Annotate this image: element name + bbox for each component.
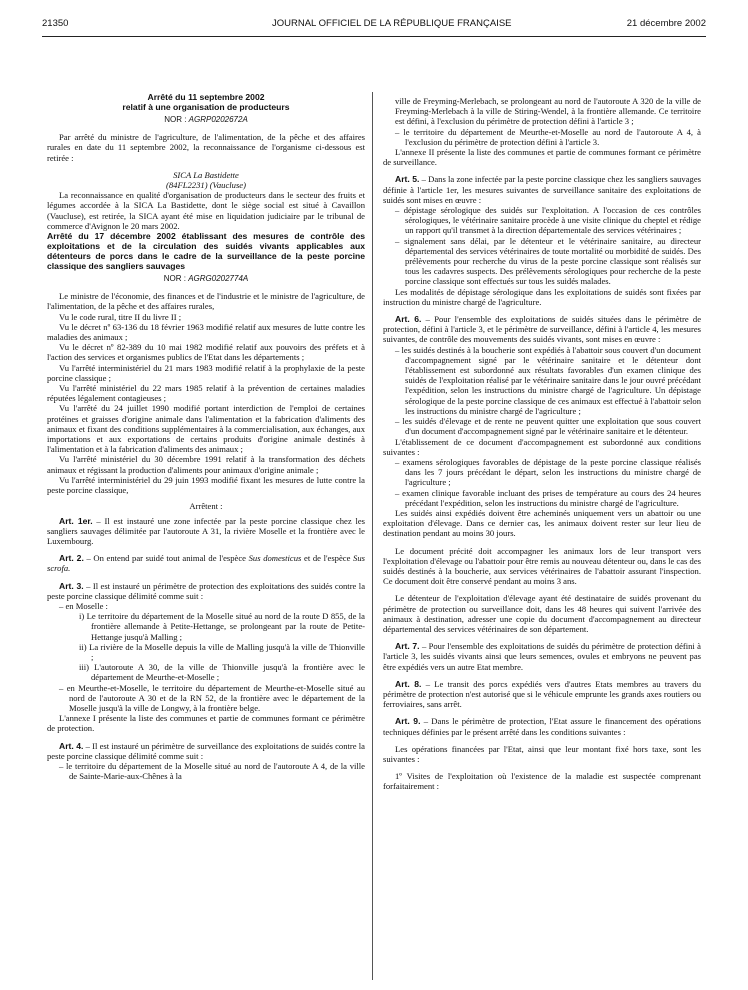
article-7: Art. 7. – Pour l'ensemble des exploitations de suidés du périmètre de protection défini à l'article 3, les suidés vivants ainsi que leurs semences, ovules et embryons ne peuvent pas être expédiés vers un autre Etat membre. [383, 641, 701, 672]
arrete1-title-line1: Arrêté du 11 septembre 2002 [147, 92, 265, 102]
sica-name: SICA La Bastidette [173, 169, 239, 180]
left-column [47, 92, 365, 781]
visa-2: Vu le code rural, titre II du livre II ; [59, 311, 182, 322]
column-divider [372, 92, 373, 980]
visa-6: Vu l'arrêté ministériel du 22 mars 1985 relatif à la prévention de certaines maladies réputées légalement contagieuses ; [47, 383, 365, 404]
arrete1-p2: La reconnaissance en qualité d'organisation de producteurs dans le secteur des fruits et légumes accordée à la SICA La Bastidette, dont le siège social est situé à Cavaillon (Vaucluse), est retirée, la SICA ayant été mise en liquidation judiciaire par le tribunal de commerce d'Avignon le 20 mars 2002. [47, 190, 365, 231]
visa-5: Vu l'arrêté interministériel du 21 mars 1983 modifié relatif à la prophylaxie de la peste porcine classique ; [47, 362, 365, 383]
right-column [383, 96, 701, 792]
page-number: 21350 [42, 18, 69, 29]
art6-item-4: – examen clinique favorable incluant des prises de température au cours des 24 heures précédant l'expédition, selon les instructions du ministre chargé de l'agriculture. [395, 487, 701, 508]
art3-moselle: – en Moselle : [59, 600, 108, 611]
art6-conditions: L'établissement de ce document d'accompagnement est subordonné aux conditions suivantes : [383, 436, 701, 457]
page-header [42, 18, 706, 32]
art4-moselle: – le territoire du département de la Moselle situé au nord de l'autoroute A 4, de la ville de Sainte-Marie-aux-Chênes à la [59, 760, 365, 782]
arretent: Arrêtent : [189, 501, 223, 512]
issue-date: 21 décembre 2002 [626, 18, 706, 29]
art9-item-1: 1º Visites de l'exploitation où l'existence de la maladie est suspectée comprenant forfaitairement : [383, 771, 701, 792]
art3-item-i: i) Le territoire du département de la Moselle situé au nord de la route D 855, de la frontière allemande à Petite-Hettange, se prolongeant par la route de Petite-Hettange jusqu'à Malling ; [79, 611, 365, 642]
arrete2-title: Arrêté du 17 décembre 2002 établissant des mesures de contrôle des exploitations et de la circulation des suidés vivants applicables aux détenteurs de porcs dans le cadre de la surveillance de la peste porcine classique des sangliers sauvages [47, 231, 365, 272]
article-1: Art. 1er. – Il est instauré une zone infectée par la peste porcine classique chez les sangliers sauvages délimitée par l'autoroute A 31, la rivière Moselle et la frontière avec le Luxembourg. [47, 515, 365, 546]
article-5: Art. 5. – Dans la zone infectée par la peste porcine classique chez les sangliers sauvages définie à l'article 1er, les mesures suivantes de surveillance sanitaire des exploitations de suidés sont mises en œuvre : [383, 174, 701, 205]
art3-meurthe: – en Meurthe-et-Moselle, le territoire du département de Meurthe-et-Moselle situé au nord de l'autoroute A 30 et de la RN 52, de la frontière avec le département de la Moselle jusqu'à la ville de Longwy, à la frontière belge. [59, 682, 365, 713]
art6-item-2: – les suidés d'élevage et de rente ne peuvent quitter une exploitation que sous couvert d'un document d'accompagnement signé par le vétérinaire sanitaire et le détenteur. [395, 416, 701, 437]
art4-annexe: L'annexe II présente la liste des communes et partie de communes formant ce périmètre de surveillance. [383, 147, 701, 168]
art6-para-r: Le document précité doit accompagner les animaux lors de leur transport vers l'exploitation d'élevage ou l'abattoir pour être remis au nouveau détenteur ou, dans le cas des suidés destinés à la boucherie, aux services vétérinaires de l'abattoir assurant l'inspection. Ce document doit être conservé pendant au moins 3 ans. [383, 545, 701, 587]
art6-item-1: – les suidés destinés à la boucherie sont expédiés à l'abattoir sous couvert d'un document d'accompagnement signé par le vétérinaire sanitaire et le détenteur dont l'établissement est subordonné aux résultats favorables d'un examen clinique des suidés de l'exploitation réalisé par le vétérinaire sanitaire dans le jour ouvré précédant l'expédition, selon les instructions du ministre chargé de l'agriculture. Un dépistage sérologique de la peste porcine classique de ces animaux est effectué à l'abattoir selon les instructions du ministre chargé de l'agriculture ; [395, 344, 701, 416]
art4-continuation: ville de Freyming-Merlebach, se prolongeant au nord de l'autoroute A 320 de la ville de Freyming-Merlebach à la ville de Stiring-Wendel, à la frontière allemande. Ce territoire est défini, à l'exclusion du périmètre de protection défini à l'article 3 ; [395, 96, 701, 127]
visa-4: Vu le décret nº 82-389 du 10 mai 1982 modifié relatif aux pouvoirs des préfets et à l'action des services et organismes publics de l'Etat dans les départements ; [47, 342, 365, 363]
arrete1-p1: Par arrêté du ministre de l'agriculture, de l'alimentation, de la pêche et des affaires rurales en date du 11 septembre 2002, la reconnaissance de l'organisme ci-dessous est retirée : [47, 132, 365, 163]
article-4: Art. 4. – Il est instauré un périmètre de surveillance des exploitations de suidés contre la peste porcine classique délimité comme suit : [47, 740, 365, 761]
article-2: Art. 2. – On entend par suidé tout animal de l'espèce Sus domesticus et de l'espèce Sus scrofa. [47, 553, 365, 574]
arrete2-nor: NOR : AGRG0202774A [163, 274, 249, 284]
art5-end: Les modalités de dépistage sérologique dans les exploitations de suidés sont fixées par instruction du ministre chargé de l'agriculture. [383, 286, 701, 307]
header-rule [42, 36, 706, 37]
visa-3: Vu le décret nº 63-136 du 18 février 1963 modifié relatif aux mesures de lutte contre les maladies des animaux ; [47, 321, 365, 343]
art6-para-s: Le détenteur de l'exploitation d'élevage ayant été destinataire de suidés provenant du périmètre de protection ou surveillance doit, dans les 48 heures qui suivent l'arrivée des animaux à destination, adresser une copie du document d'accompagnement au directeur départemental des services vétérinaires de son département. [383, 593, 701, 634]
art5-item-1: – dépistage sérologique des suidés sur l'exploitation. A l'occasion de ces contrôles sérologiques, le vétérinaire sanitaire procède à une visite clinique du cheptel et rédige un rapport qu'il transmet à la direction départementale des services vétérinaires ; [395, 205, 701, 236]
art3-item-ii: ii) La rivière de la Moselle depuis la ville de Malling jusqu'à la ville de Thionville ; [79, 641, 365, 662]
arrete1-title-line2: relatif à une organisation de producteurs [122, 102, 290, 112]
article-6: Art. 6. – Pour l'ensemble des exploitations de suidés situées dans le périmètre de protection, défini à l'article 3, et le périmètre de surveillance, défini à l'article 4, les mesures suivantes, de contrôle des mouvements des suidés vivants, sont mises en œuvre : [383, 314, 702, 345]
visa-9: Vu l'arrêté interministériel du 29 juin 1993 modifié fixant les mesures de lutte contre la peste porcine classique, [47, 474, 365, 496]
visa-8: Vu l'arrêté ministériel du 30 décembre 1991 relatif à la transformation des déchets animaux et régissant la production d'aliments pour animaux d'origine animale ; [47, 454, 365, 475]
arrete1-nor: NOR : AGRP0202672A [164, 115, 248, 124]
art3-item-iii: iii) L'autoroute A 30, de la ville de Thionville jusqu'à la frontière avec le département de Meurthe-et-Moselle ; [79, 662, 365, 683]
journal-title: JOURNAL OFFICIEL DE LA RÉPUBLIQUE FRANÇAISE [272, 18, 512, 29]
sica-code: (84FL2231) (Vaucluse) [166, 180, 246, 191]
art5-item-2: – signalement sans délai, par le détenteur et le vétérinaire sanitaire, au directeur départemental des services vétérinaires de toute mortalité ou morbidité de suidés. Des prélèvements pour recherche du virus de la peste porcine classique sont réalisés sur tous les cadavres suspects. Des prélèvements sérologiques pour recherche de la peste porcine classique sont effectués sur tous les suidés malades. [395, 235, 701, 287]
visa-1: Le ministre de l'économie, des finances et de l'industrie et le ministre de l'agriculture, de l'alimentation, de la pêche et des affaires rurales, [47, 291, 365, 312]
art3-annexe: L'annexe I présente la liste des communes et partie de communes formant ce périmètre de protection. [47, 713, 365, 734]
art9-para: Les opérations financées par l'Etat, ainsi que leur montant fixé hors taxe, sont les suivantes : [383, 743, 701, 764]
article-9: Art. 9. – Dans le périmètre de protection, l'Etat assure le financement des opérations techniques définies par le présent arrêté dans les conditions suivantes : [383, 716, 702, 737]
article-3: Art. 3. – Il est instauré un périmètre de protection des exploitations des suidés contre la peste porcine classique délimité comme suit : [47, 580, 366, 601]
art6-para-q: Les suidés ainsi expédiés doivent être acheminés uniquement vers un abattoir ou une exploitation d'élevage. Dans ce dernier cas, les animaux doivent rester sur leur lieu de destination pendant au moins 30 jours. [383, 507, 701, 539]
art6-item-3: – examens sérologiques favorables de dépistage de la peste porcine classique réalisés dans les 7 jours précédant le départ, selon les instructions du ministre chargé de l'agriculture ; [395, 456, 701, 488]
visa-7: Vu l'arrêté du 24 juillet 1990 modifié portant interdiction de l'emploi de certaines protéines et graisses d'origine animale dans l'alimentation et la fabrication d'aliments des animaux et fixant des conditions supplémentaires à la commercialisation, aux échanges, aux importations et aux exportations de certains produits d'origine animale destinés à l'alimentation et à la fabrication d'aliments des animaux ; [47, 403, 365, 455]
article-8: Art. 8. – Le transit des porcs expédiés vers d'autres Etats membres au travers du périmètre de protection n'est autorisé que si le véhicule emprunte les grands axes routiers ou ferroviaires, sans arrêt. [383, 678, 702, 710]
art4-meurthe: – le territoire du département de Meurthe-et-Moselle au nord de l'autoroute A 4, à l'exclusion du périmètre de protection défini à l'article 3. [395, 126, 701, 147]
